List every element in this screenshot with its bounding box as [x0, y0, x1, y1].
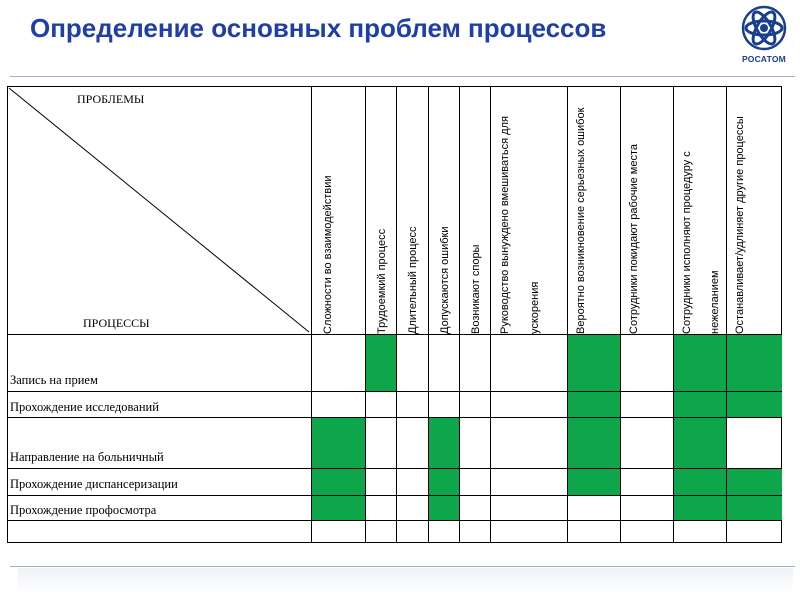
marked-cell: [568, 392, 620, 417]
top-divider: [10, 76, 795, 77]
row-divider: [7, 334, 782, 335]
marked-cell: [674, 335, 726, 391]
rosatom-logo: [735, 4, 793, 68]
column-header: Руководство вынуждено вмешиваться для ускорения: [499, 116, 541, 334]
row-divider: [7, 391, 782, 392]
marked-cell: [727, 392, 782, 417]
marked-cell: [674, 392, 726, 417]
marked-cell: [312, 496, 365, 520]
problems-matrix-table: [7, 86, 782, 543]
row-label: Прохождение диспансеризации: [10, 477, 178, 491]
row-divider: [7, 468, 782, 469]
column-header: Сотрудники исполняют процедуру с нежеланием: [681, 151, 721, 334]
marked-cell: [674, 418, 726, 468]
column-header: Длительный процесс: [407, 226, 419, 334]
marked-cell: [312, 469, 365, 495]
marked-cell: [366, 335, 396, 391]
footer-shade: [18, 568, 793, 594]
marked-cell: [568, 469, 620, 495]
marked-cell: [429, 418, 459, 468]
corner-diagonal: [7, 86, 311, 334]
marked-cell: [727, 469, 782, 495]
column-header: Останавливает/удлиняет другие процессы: [734, 116, 746, 334]
slide-title: Определение основных проблем процессов: [30, 13, 607, 43]
row-label: Направление на больничный: [10, 450, 164, 464]
marked-cell: [674, 469, 726, 495]
column-header: Сотрудники покидают рабочие места: [628, 144, 640, 334]
row-label: Прохождение исследований: [10, 400, 159, 414]
row-divider: [7, 495, 782, 496]
marked-cell: [429, 469, 459, 495]
bottom-divider: [10, 566, 795, 567]
row-label: Запись на прием: [10, 373, 98, 387]
column-header: Допускаются ошибки: [439, 226, 451, 334]
column-header: Вероятно возникновение серьезных ошибок: [575, 107, 587, 334]
marked-cell: [312, 418, 365, 468]
marked-cell: [727, 496, 782, 520]
marked-cell: [429, 496, 459, 520]
marked-cell: [568, 418, 620, 468]
header-processes-label: ПРОЦЕССЫ: [83, 316, 150, 330]
logo-wordmark: РОСАТОМ: [742, 54, 786, 64]
row-divider: [7, 417, 782, 418]
column-header: Возникают споры: [470, 244, 482, 334]
row-divider: [7, 520, 782, 521]
row-label: Прохождение профосмотра: [10, 503, 157, 517]
marked-cell: [674, 496, 726, 520]
rosatom-atom-icon: [735, 4, 793, 54]
header-problems-label: ПРОБЛЕМЫ: [77, 92, 145, 106]
marked-cell: [568, 335, 620, 391]
column-header: Сложности во взаимодействии: [322, 175, 334, 334]
column-header: Трудоемкий процесс: [376, 228, 388, 334]
marked-cell: [727, 335, 782, 391]
